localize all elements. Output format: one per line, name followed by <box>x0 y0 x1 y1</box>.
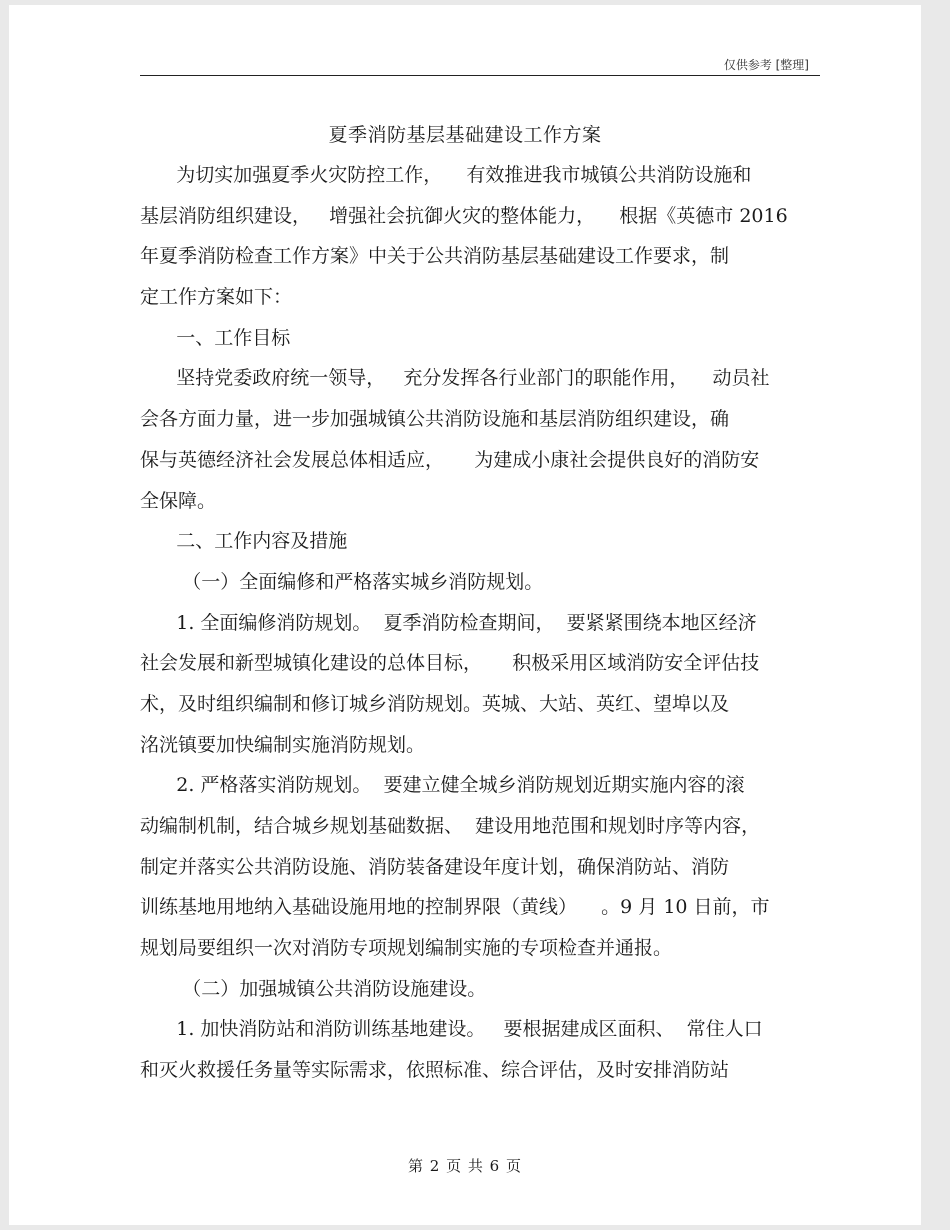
body-line: 定工作方案如下： <box>140 286 293 309</box>
document-title: 夏季消防基层基础建设工作方案 <box>328 124 602 146</box>
document-page <box>9 5 921 1225</box>
page-footer: 第 2 页 共 6 页 <box>408 1157 522 1175</box>
subsection-heading: （一）全面编修和严格落实城乡消防规划。 <box>140 570 544 593</box>
body-line: 洺洸镇要加快编制实施消防规划。 <box>140 733 426 756</box>
body-line: 坚持党委政府统一领导， 充分发挥各行业部门的职能作用， 动员社 <box>140 367 770 390</box>
body-line: 社会发展和新型城镇化建设的总体目标， 积极采用区域消防安全评估技 <box>140 652 760 675</box>
body-line: 保与英德经济社会发展总体相适应， 为建成小康社会提供良好的消防安 <box>140 448 760 471</box>
body-line: 全保障。 <box>140 489 217 512</box>
section-heading: 二、工作内容及措施 <box>140 530 348 553</box>
section-heading: 一、工作目标 <box>140 326 291 349</box>
body-line: 1. 全面编修消防规划。 夏季消防检查期间， 要紧紧围绕本地区经济 <box>140 611 757 634</box>
body-line: 和灭火救援任务量等实际需求，依照标准、综合评估，及时安排消防站 <box>140 1059 730 1082</box>
body-line: 动编制机制，结合城乡规划基础数据、 建设用地范围和规划时序等内容， <box>140 815 761 837</box>
body-line: 制定并落实公共消防设施、消防装备建设年度计划，确保消防站、消防 <box>140 855 730 878</box>
header-rule <box>140 75 820 76</box>
body-line: 术，及时组织编制和修订城乡消防规划。英城、大站、英红、望埠以及 <box>140 692 730 715</box>
subsection-heading: （二）加强城镇公共消防设施建设。 <box>140 977 487 1000</box>
body-line: 训练基地用地纳入基础设施用地的控制界限（黄线） 。9 月 10 日前，市 <box>140 896 770 919</box>
body-line: 2. 严格落实消防规划。 要建立健全城乡消防规划近期实施内容的滚 <box>140 774 745 797</box>
body-line: 规划局要组织一次对消防专项规划编制实施的专项检查并通报。 <box>140 937 673 960</box>
header-note: 仅供参考 [整理] <box>723 58 809 72</box>
body-line: 基层消防组织建设， 增强社会抗御火灾的整体能力， 根据《英德市 2016 <box>140 204 788 227</box>
body-line: 会各方面力量，进一步加强城镇公共消防设施和基层消防组织建设，确 <box>140 408 730 431</box>
document-body <box>140 155 830 1091</box>
body-line: 1. 加快消防站和消防训练基地建设。 要根据建成区面积、 常住人口 <box>140 1018 763 1041</box>
body-line: 为切实加强夏季火灾防控工作， 有效推进我市城镇公共消防设施和 <box>140 164 752 186</box>
body-line: 年夏季消防检查工作方案》中关于公共消防基层基础建设工作要求，制 <box>140 245 730 268</box>
